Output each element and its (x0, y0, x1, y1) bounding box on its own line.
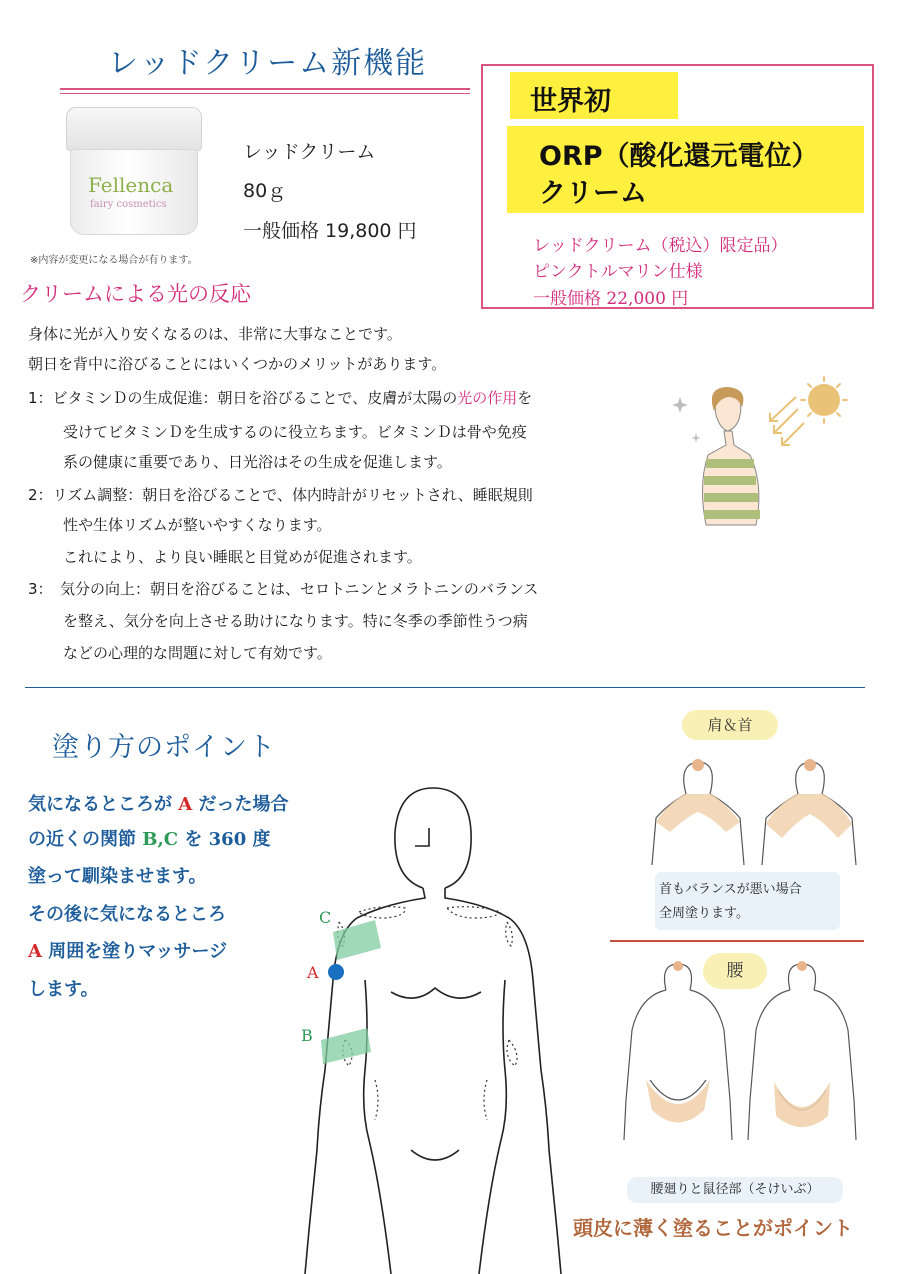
benefit-1-text-b: を (517, 389, 533, 407)
woman-sunlight-illustration (668, 375, 868, 535)
body-application-diagram (295, 770, 595, 1274)
sun-icon (801, 377, 847, 423)
promo-line-price: 一般価格 22,000 円 (533, 289, 689, 309)
howto-line-5 (28, 937, 227, 963)
howto-line-1 (28, 790, 289, 816)
cream-headline: クリーム (539, 178, 647, 209)
orp-headline: ORP（酸化還元電位） (539, 141, 819, 172)
sparkle-icon (672, 397, 701, 443)
waist-groin-illustration (620, 960, 865, 1170)
howto-title: 塗り方のポイント (52, 732, 276, 763)
waist-groin-caption: 腰廻りと鼠径部（そけいぶ） (627, 1177, 843, 1203)
benefit-2-line-3: これにより、より良い睡眠と目覚めが促進されます。 (63, 548, 422, 566)
marker-a-dot (328, 964, 344, 980)
body-outline (305, 788, 561, 1274)
benefit-2-line-1: 2：リズム調整：朝日を浴びることで、体内時計がリセットされ、睡眠規則 (28, 486, 533, 504)
howto-line-1-a: 気になるところが (28, 794, 172, 815)
waist-label: 腰 (703, 953, 767, 989)
howto-line-2-a: の近くの関節 (28, 829, 136, 850)
marker-b-label: B (301, 1026, 313, 1045)
shoulder-caption-box (655, 872, 840, 930)
benefit-2-line-2: 性や生体リズムが整いやすくなります。 (63, 516, 332, 534)
product-name: レッドクリーム (243, 141, 376, 163)
howto-line-1-b: だった場合 (198, 794, 289, 815)
benefit-1-line-2: 受けてビタミンＤを生成するのに役立ちます。ビタミンＤは骨や免疫 (63, 423, 527, 441)
point-a-label-2: A (28, 941, 42, 962)
howto-line-3: 塗って馴染ませます。 (28, 866, 207, 887)
change-note: ※内容が変更になる場合が有ります。 (30, 255, 198, 266)
section-heading-light: クリームによる光の反応 (20, 282, 251, 306)
side-panel-divider (610, 940, 864, 942)
howto-line-4: その後に気になるところ (28, 904, 226, 925)
jar-brand-logo: Fellenca (88, 173, 174, 197)
shoulder-neck-label: 肩＆首 (682, 710, 778, 740)
shoulder-caption-line-1: 首もバランスが悪い場合 (659, 882, 802, 897)
scalp-tip-note: 頭皮に薄く塗ることがポイント (573, 1216, 853, 1240)
product-weight: 80ｇ (243, 180, 287, 202)
marker-c-label: C (319, 908, 332, 927)
benefit-1-text-a: 1：ビタミンＤの生成促進：朝日を浴びることで、皮膚が太陽の (28, 389, 458, 407)
promo-line-limited: レッドクリーム（税込）限定品） (533, 236, 788, 256)
woman-figure (702, 387, 760, 525)
orp-headline-box (507, 126, 864, 213)
world-first-label: 世界初 (530, 86, 611, 117)
title-underline-thin (60, 93, 470, 94)
benefit-3-line-2: を整え、気分を向上させる助けになります。特に冬季の季節性うつ病 (63, 612, 528, 630)
shoulder-caption-line-2: 全周塗ります。 (659, 906, 749, 921)
jar-brand-subtitle: fairy cosmetics (90, 199, 167, 210)
benefit-1-line-1 (28, 389, 532, 407)
product-price: 一般価格 19,800 円 (243, 220, 417, 242)
highlight-light-action: 光の作用 (457, 389, 518, 407)
benefit-3-line-1: 3： 気分の向上：朝日を浴びることは、セロトニンとメラトニンのバランス (28, 580, 539, 598)
marker-a-label: A (307, 963, 319, 982)
world-first-badge (510, 72, 678, 119)
intro-line-2: 朝日を背中に浴びることにはいくつかのメリットがあります。 (28, 355, 447, 373)
sunray-arrows-icon (770, 397, 804, 445)
point-a-label: A (178, 794, 193, 815)
point-bc-label: B,C (142, 829, 179, 850)
benefit-3-line-3: などの心理的な問題に対して有効です。 (63, 644, 332, 662)
product-jar-image (64, 105, 204, 240)
howto-line-2 (28, 825, 270, 851)
benefit-1-line-3: 系の健康に重要であり、日光浴はその生成を促進します。 (63, 453, 452, 471)
intro-line-1: 身体に光が入り安くなるのは、非常に大事なことです。 (28, 325, 402, 343)
page-title: レッドクリーム新機能 (108, 46, 428, 81)
marker-c-band (333, 920, 381, 960)
section-divider (25, 687, 865, 688)
title-underline (60, 88, 470, 90)
howto-line-2-b: を 360 度 (184, 829, 271, 850)
promo-line-tourmaline: ピンクトルマリン仕様 (533, 262, 703, 282)
jar-lid (66, 107, 202, 151)
howto-line-5-b: 周囲を塗りマッサージ (48, 941, 228, 962)
howto-line-6: します。 (28, 979, 99, 1000)
shoulder-neck-illustration (648, 750, 858, 865)
